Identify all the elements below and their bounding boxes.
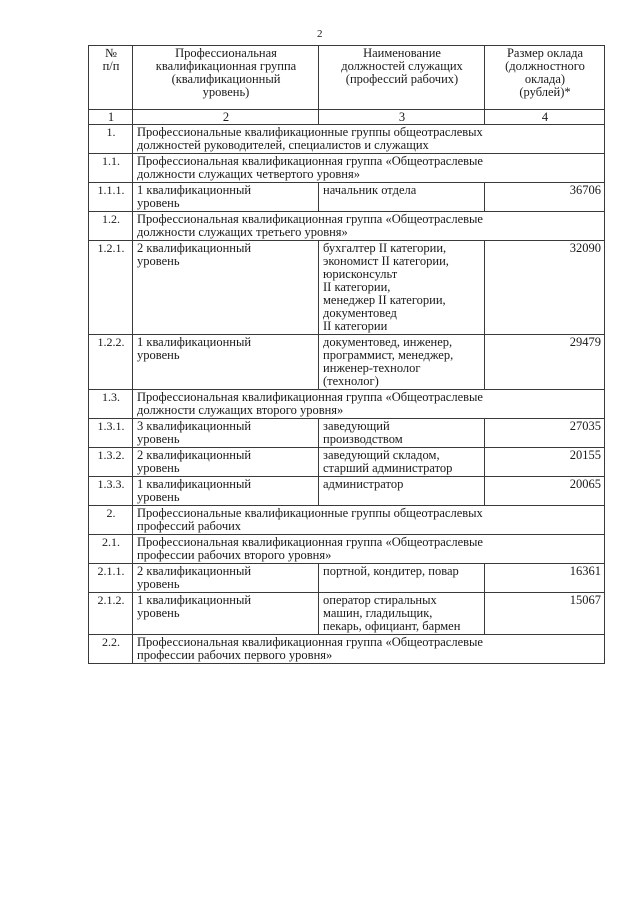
column-number: 2 [133, 110, 319, 125]
row-number: 1.2.1. [89, 241, 133, 335]
row-number: 2. [89, 506, 133, 535]
salary-table [88, 45, 605, 664]
row-number: 1.2.2. [89, 335, 133, 390]
salary-value: 16361 [485, 564, 605, 593]
table-row [89, 564, 605, 593]
row-number: 1.2. [89, 212, 133, 241]
group-row [89, 154, 605, 183]
row-number: 1.3.3. [89, 477, 133, 506]
row-number: 1. [89, 125, 133, 154]
position-names: оператор стиральных машин, гладильщик, пекарь, официант, бармен [319, 593, 485, 635]
row-number: 1.3.2. [89, 448, 133, 477]
position-names: заведующий складом, старший администратор [319, 448, 485, 477]
salary-value: 29479 [485, 335, 605, 390]
table-row [89, 419, 605, 448]
row-number: 1.3.1. [89, 419, 133, 448]
position-names: начальник отдела [319, 183, 485, 212]
column-number: 1 [89, 110, 133, 125]
header-salary: Размер оклада (должностного оклада) (рублей)* [485, 46, 605, 110]
table-row [89, 593, 605, 635]
row-number: 1.1.1. [89, 183, 133, 212]
page-number: 2 [317, 28, 323, 40]
position-names: портной, кондитер, повар [319, 564, 485, 593]
header-group: Профессиональная квалификационная группа (квалификационный уровень) [133, 46, 319, 110]
header-row [89, 46, 605, 110]
column-number: 3 [319, 110, 485, 125]
table-row [89, 241, 605, 335]
qualification-level: 1 квалификационный уровень [133, 593, 319, 635]
row-number: 1.3. [89, 390, 133, 419]
group-row [89, 506, 605, 535]
group-title: Профессиональная квалификационная группа «Общеотраслевые профессии рабочих первого уровня» [133, 635, 605, 664]
group-title: Профессиональные квалификационные группы общеотраслевых профессий рабочих [133, 506, 605, 535]
group-row [89, 535, 605, 564]
table-row [89, 183, 605, 212]
qualification-level: 1 квалификационный уровень [133, 335, 319, 390]
group-title: Профессиональная квалификационная группа «Общеотраслевые профессии рабочих второго уровня» [133, 535, 605, 564]
position-names: документовед, инженер, программист, менеджер, инженер-технолог (технолог) [319, 335, 485, 390]
group-title: Профессиональная квалификационная группа «Общеотраслевые должности служащих второго уровня» [133, 390, 605, 419]
row-number: 2.1.2. [89, 593, 133, 635]
table-body [89, 125, 605, 664]
group-row [89, 125, 605, 154]
salary-value: 32090 [485, 241, 605, 335]
qualification-level: 3 квалификационный уровень [133, 419, 319, 448]
group-row [89, 390, 605, 419]
qualification-level: 2 квалификационный уровень [133, 448, 319, 477]
position-names: бухгалтер II категории, экономист II категории, юрисконсульт II категории, менеджер II категории, документовед II категории [319, 241, 485, 335]
row-number: 2.1. [89, 535, 133, 564]
position-names: администратор [319, 477, 485, 506]
salary-value: 15067 [485, 593, 605, 635]
group-row [89, 212, 605, 241]
salary-value: 27035 [485, 419, 605, 448]
column-number: 4 [485, 110, 605, 125]
salary-value: 36706 [485, 183, 605, 212]
qualification-level: 1 квалификационный уровень [133, 477, 319, 506]
group-title: Профессиональные квалификационные группы общеотраслевых должностей руководителей, специалистов и служащих [133, 125, 605, 154]
qualification-level: 1 квалификационный уровень [133, 183, 319, 212]
salary-value: 20155 [485, 448, 605, 477]
row-number: 2.1.1. [89, 564, 133, 593]
header-position: Наименование должностей служащих (профессий рабочих) [319, 46, 485, 110]
row-number: 1.1. [89, 154, 133, 183]
table-row [89, 448, 605, 477]
group-title: Профессиональная квалификационная группа «Общеотраслевые должности служащих четвертого уровня» [133, 154, 605, 183]
table-row [89, 477, 605, 506]
position-names: заведующий производством [319, 419, 485, 448]
salary-value: 20065 [485, 477, 605, 506]
header-num: № п/п [89, 46, 133, 110]
qualification-level: 2 квалификационный уровень [133, 241, 319, 335]
row-number: 2.2. [89, 635, 133, 664]
column-number-row [89, 110, 605, 125]
table-row [89, 335, 605, 390]
group-title: Профессиональная квалификационная группа «Общеотраслевые должности служащих третьего уровня» [133, 212, 605, 241]
group-row [89, 635, 605, 664]
qualification-level: 2 квалификационный уровень [133, 564, 319, 593]
